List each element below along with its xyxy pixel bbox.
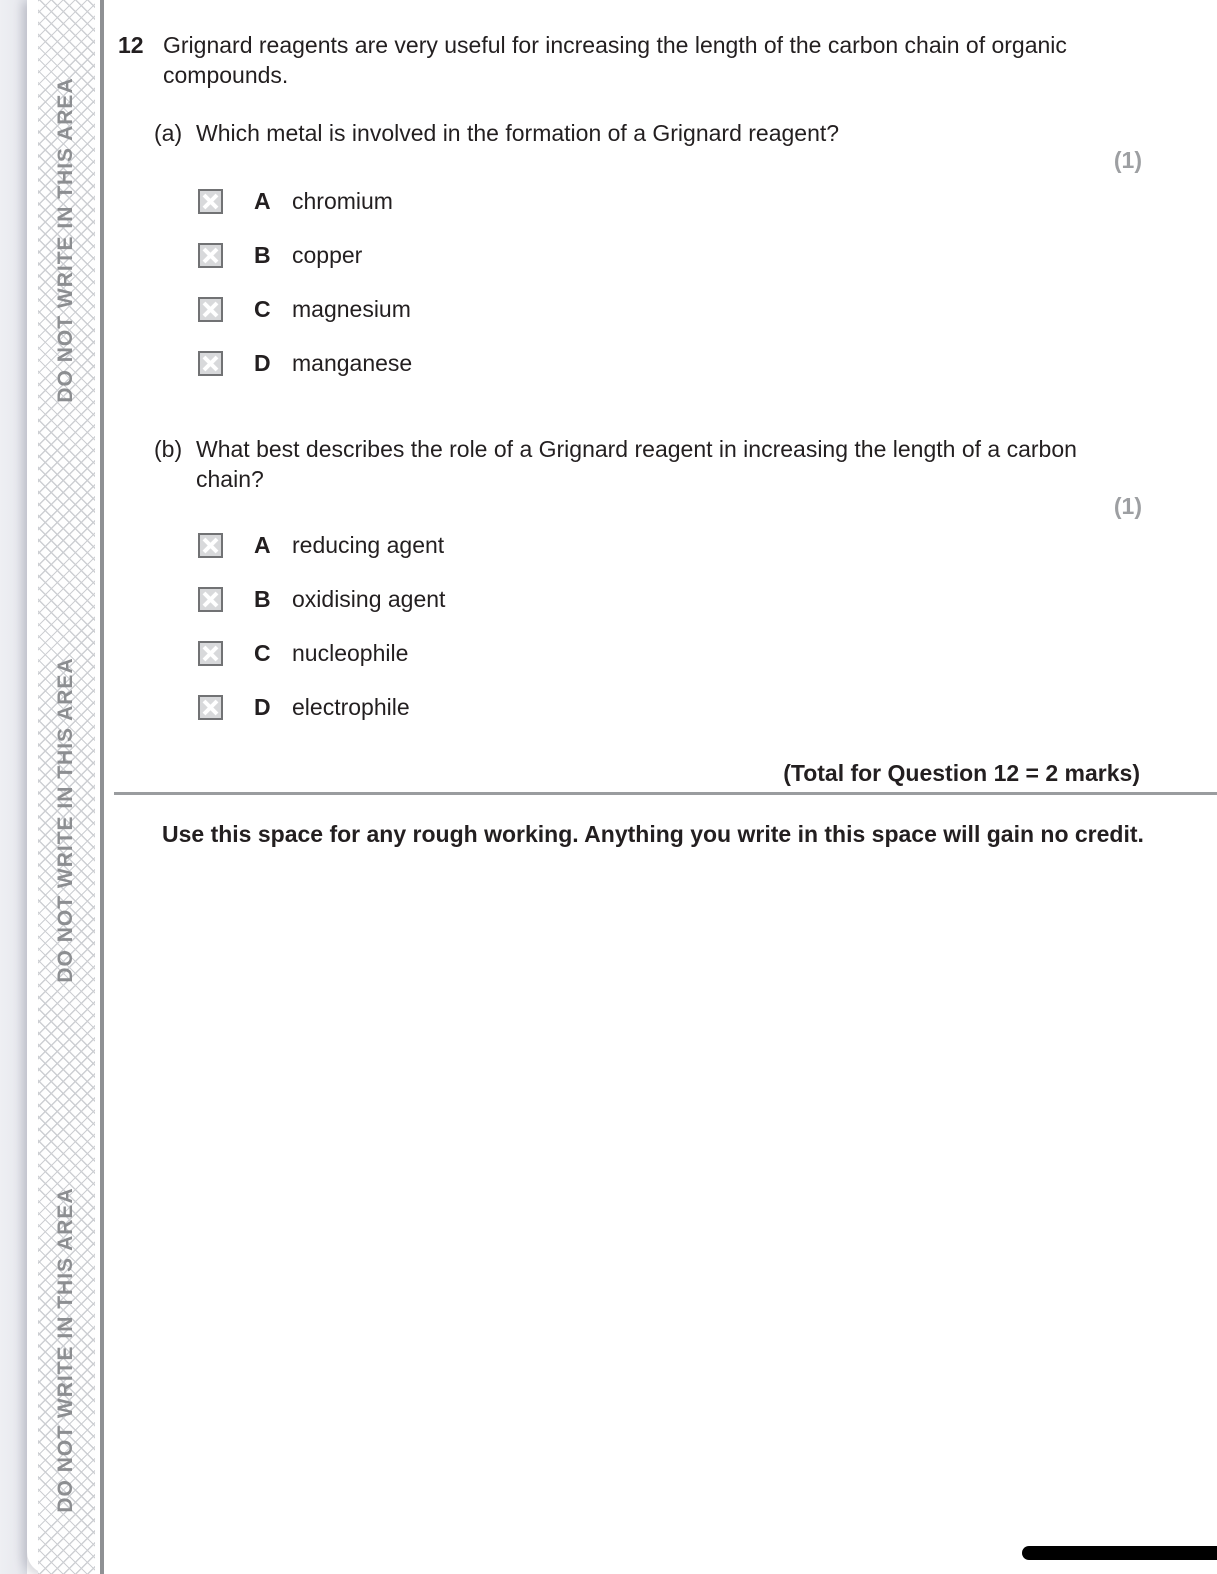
answer-checkbox-icon[interactable] (198, 243, 223, 268)
do-not-write-label-middle: DO NOT WRITE IN THIS AREA (54, 657, 77, 983)
question-number: 12 (118, 32, 144, 58)
option-letter: D (254, 350, 271, 376)
option-letter: D (254, 694, 271, 720)
option-text: reducing agent (292, 532, 445, 558)
page-outer-background (0, 0, 27, 1574)
question-stem-row (104, 30, 1217, 90)
part-a-text: Which metal is involved in the formation of a Grignard reagent? (196, 120, 840, 146)
do-not-write-label-top: DO NOT WRITE IN THIS AREA (54, 77, 77, 403)
option-text: manganese (292, 350, 413, 376)
option-text: copper (292, 242, 363, 268)
option-row-a-manganese (198, 348, 1217, 378)
question-stem: Grignard reagents are very useful for increasing the length of the carbon chain of organic compounds. (163, 32, 1067, 88)
option-text: nucleophile (292, 640, 409, 666)
answer-checkbox-icon[interactable] (198, 351, 223, 376)
option-row-b-electrophile (198, 692, 1217, 722)
option-letter: C (254, 296, 271, 322)
option-row-a-chromium (198, 186, 1217, 216)
option-letter: B (254, 242, 271, 268)
part-b-text: What best describes the role of a Grignard reagent in increasing the length of a carbon chain? (196, 436, 1077, 492)
part-b-label: (b) (154, 436, 183, 462)
answer-checkbox-icon[interactable] (198, 695, 223, 720)
option-text: magnesium (292, 296, 411, 322)
option-row-b-nucleophile (198, 638, 1217, 668)
part-b-marks: (1) (1113, 493, 1142, 519)
question-part-a (104, 118, 1217, 148)
answer-checkbox-icon[interactable] (198, 587, 223, 612)
option-letter: A (254, 532, 271, 558)
option-row-a-magnesium (198, 294, 1217, 324)
rough-working-note: Use this space for any rough working. Anything you write in this space will gain no credit. (162, 821, 1144, 847)
option-letter: C (254, 640, 271, 666)
option-letter: B (254, 586, 271, 612)
option-text: oxidising agent (292, 586, 446, 612)
option-text: electrophile (292, 694, 410, 720)
answer-checkbox-icon[interactable] (198, 297, 223, 322)
question-part-b (104, 434, 1217, 494)
answer-checkbox-icon[interactable] (198, 533, 223, 558)
part-a-options (198, 186, 1217, 378)
do-not-write-label-bottom: DO NOT WRITE IN THIS AREA (54, 1187, 77, 1513)
section-divider-rule (114, 792, 1217, 795)
option-text: chromium (292, 188, 393, 214)
part-b-options (198, 530, 1217, 722)
option-row-a-copper (198, 240, 1217, 270)
answer-checkbox-icon[interactable] (198, 189, 223, 214)
page-edge-bar (1022, 1546, 1217, 1560)
part-a-marks: (1) (1113, 147, 1142, 173)
part-a-label: (a) (154, 120, 183, 146)
question-total-marks: (Total for Question 12 = 2 marks) (783, 760, 1140, 786)
answer-checkbox-icon[interactable] (198, 641, 223, 666)
question-content (104, 0, 1217, 1574)
option-letter: A (254, 188, 271, 214)
option-row-b-reducing-agent (198, 530, 1217, 560)
option-row-b-oxidising-agent (198, 584, 1217, 614)
